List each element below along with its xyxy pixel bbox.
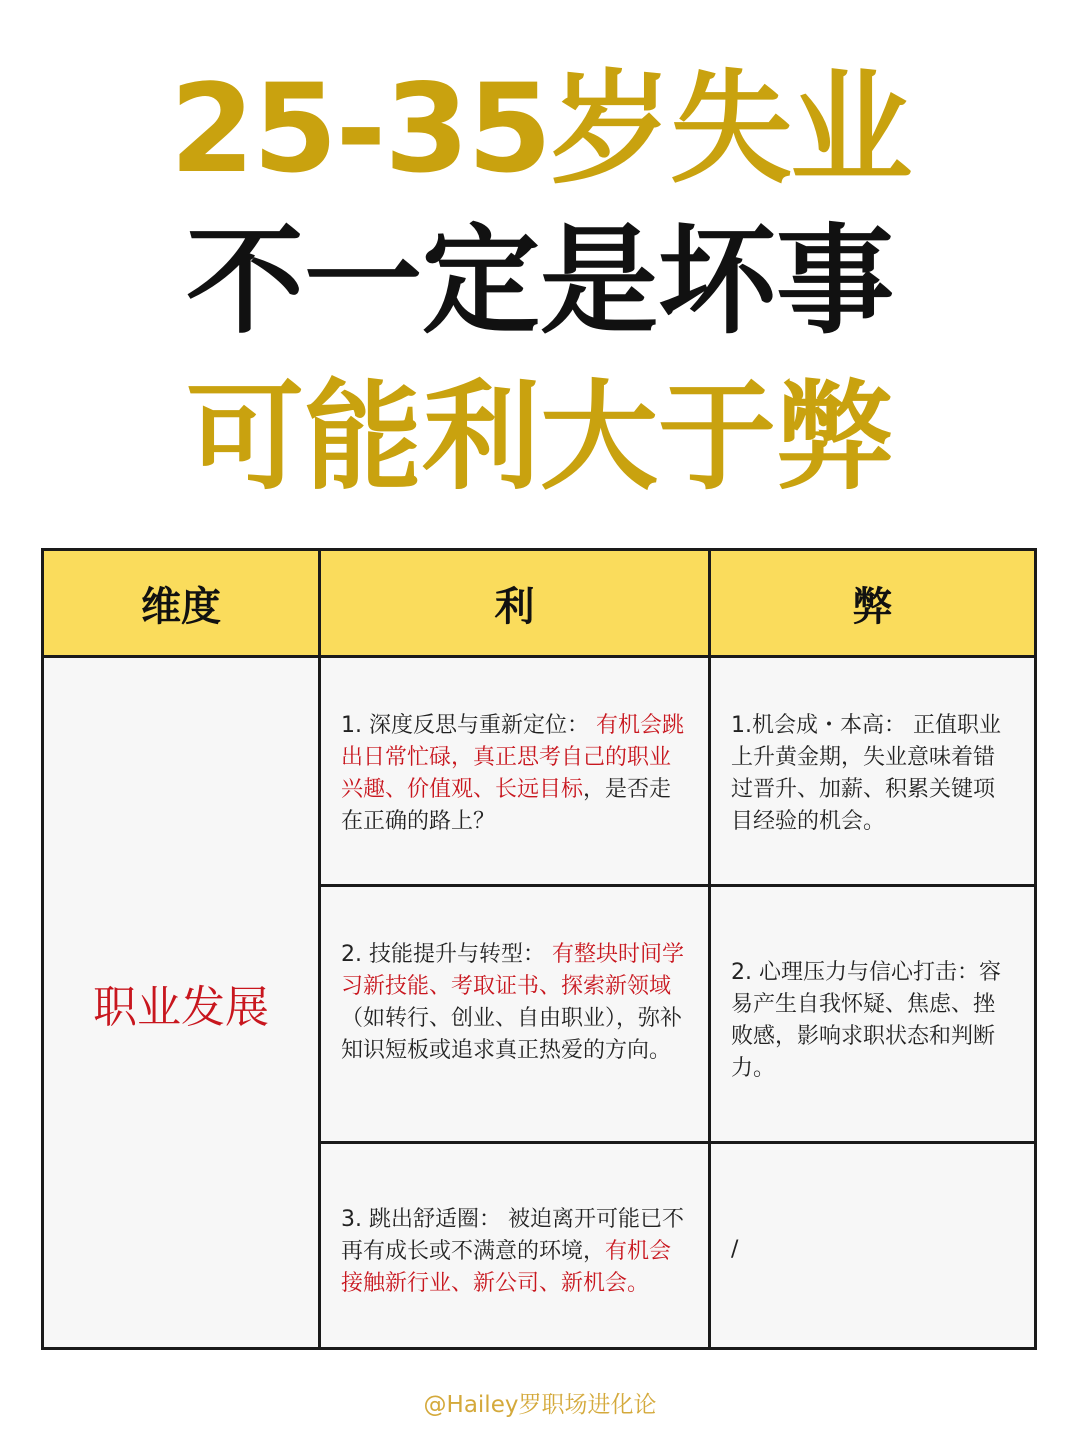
header-dimension: 维度 [43,550,320,657]
title-line-1: 25-35岁失业 [169,58,911,200]
pros-lead: 1. 深度反思与重新定位： [341,713,596,738]
cons-text: / [731,1237,739,1262]
pros-cell [320,657,710,886]
pros-highlight: 有整块时间学习新技能、考取证书、探索新领域 [341,942,684,999]
pros-cons-table [41,548,1037,1350]
pros-tail: （如转行、创业、自由职业），弥补知识短板或追求真正热爱的方向。 [341,1006,683,1063]
pros-text [321,887,708,1067]
cons-cell [710,1143,1036,1349]
header-pros: 利 [320,550,710,657]
pros-highlight: 有机会接触新行业、新公司、新机会。 [341,1239,672,1296]
author-watermark: @Hailey罗职场进化论 [423,1392,657,1418]
title-line-2: 不一定是坏事 [185,212,894,350]
cons-cell [710,657,1036,886]
header-cons: 弊 [710,550,1036,657]
pros-text [321,658,708,838]
dimension-cell [43,657,320,1349]
pros-lead: 2. 技能提升与转型： [341,942,552,967]
pros-cell [320,886,710,1143]
pros-text [321,1144,708,1300]
cons-text: 2. 心理压力与信心打击：容易产生自我怀疑、焦虑、挫败感，影响求职状态和判断力。 [731,960,1001,1081]
cons-cell [710,886,1036,1143]
pros-lead: 3. 跳出舒适圈： 被迫离开可能已不再有成长或不满意的环境， [341,1207,684,1264]
pros-tail: ，是否走在正确的路上？ [341,777,672,834]
table-header-row [43,550,1036,657]
pros-highlight: 有机会跳出日常忙碌，真正思考自己的职业兴趣、价值观、长远目标 [341,713,684,802]
pros-cell [320,1143,710,1349]
title-line-3: 可能利大于弊 [185,368,894,506]
table-row [43,657,1036,886]
cons-text: 1.机会成・本高： 正值职业上升黄金期，失业意味着错过晋升、加薪、积累关键项目经验的机会。 [731,713,1001,834]
dimension-label: 职业发展 [93,981,269,1033]
